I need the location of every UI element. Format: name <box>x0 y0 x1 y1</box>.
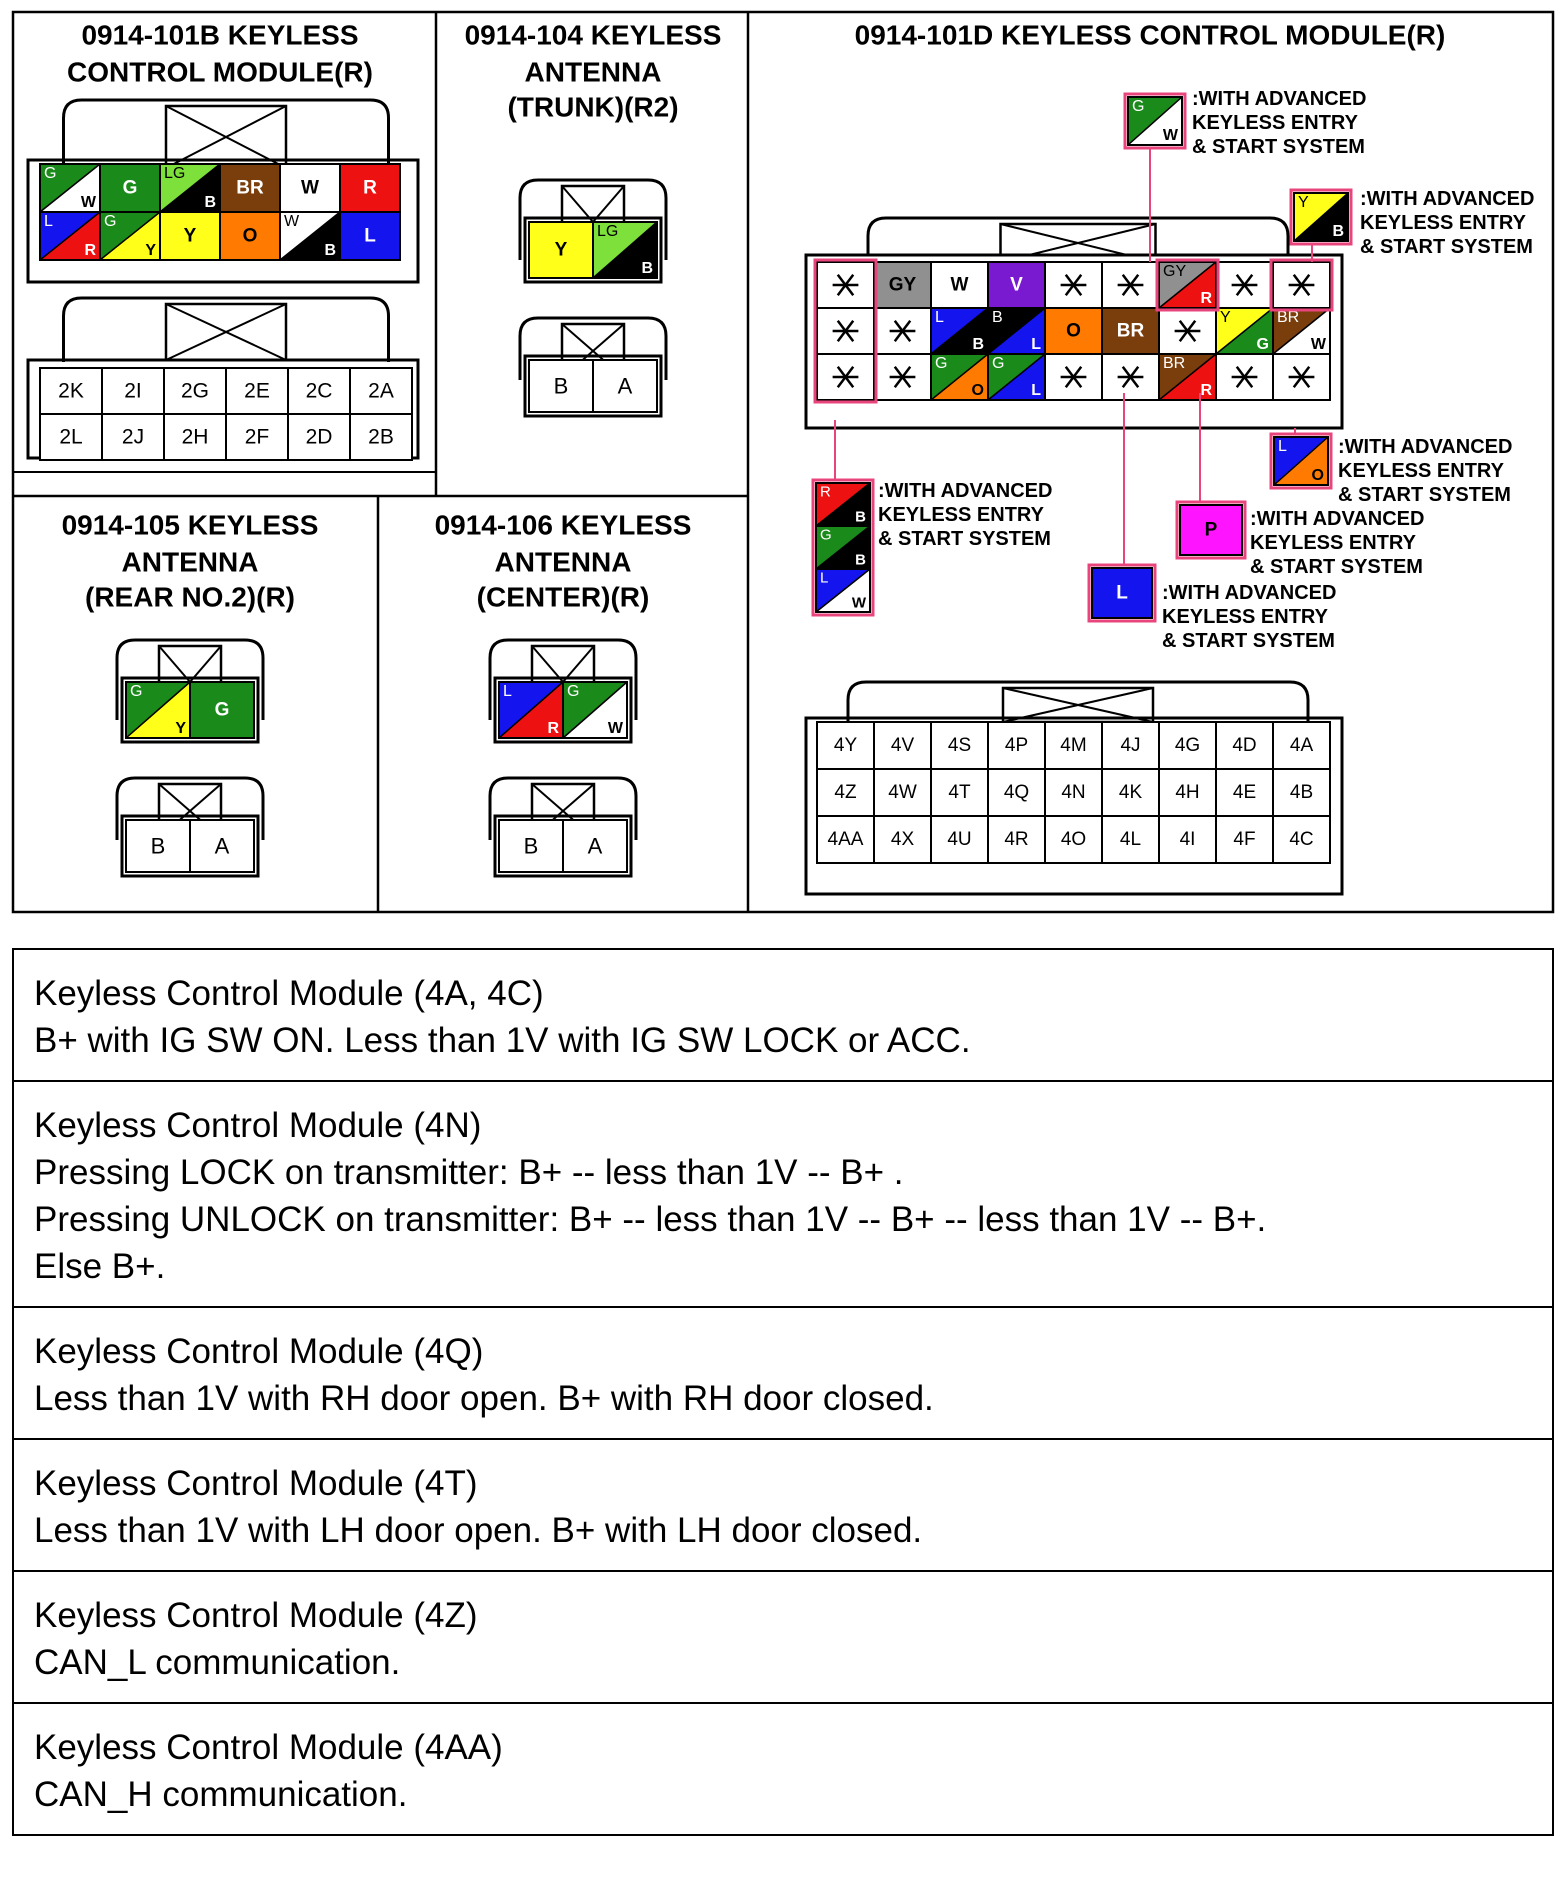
wire-code-label: G <box>820 526 832 544</box>
pin-label: 2E <box>244 379 270 403</box>
pin-label: 4Y <box>833 735 858 756</box>
callout-note: KEYLESS ENTRY <box>1162 606 1328 628</box>
pin-label: 4T <box>948 782 971 803</box>
wire-code-label: R <box>547 719 559 737</box>
note-heading: Keyless Control Module (4Q) <box>34 1332 484 1371</box>
pin-label: 4B <box>1289 782 1314 803</box>
connector-title: 0914-105 KEYLESS <box>61 509 319 541</box>
callout-note: :WITH ADVANCED <box>1360 188 1535 210</box>
wire-code-label: B <box>855 508 866 526</box>
pin-label: 4S <box>947 735 972 756</box>
pin-label: 4H <box>1175 782 1200 803</box>
pin-label: 4K <box>1118 782 1143 803</box>
wire-code-label: L <box>44 213 53 231</box>
wire-code-label: LG <box>164 165 186 183</box>
wire-code-label: BR <box>1277 309 1300 327</box>
note-row <box>14 1704 1552 1834</box>
pin-label: A <box>214 833 230 859</box>
connector-title: CONTROL MODULE(R) <box>67 56 373 88</box>
wire-code-label: Y <box>554 239 568 261</box>
pin-label: B <box>523 833 539 859</box>
pin-label: A <box>587 833 603 859</box>
connector-title: 0914-106 KEYLESS <box>434 509 692 541</box>
wire-code-label: Y <box>1220 309 1231 327</box>
pin-label: 4D <box>1232 735 1257 756</box>
wire-code-label: GY <box>1163 263 1187 281</box>
callout-note: :WITH ADVANCED <box>1250 508 1425 530</box>
wire-code-label: GY <box>888 274 917 296</box>
wire-code-label: G <box>44 165 57 183</box>
pin-label: 4N <box>1061 782 1086 803</box>
callout-note: & START SYSTEM <box>1162 630 1335 652</box>
wire-code-label: O <box>971 381 984 399</box>
pin-label: 2H <box>181 425 209 449</box>
note-row <box>14 1082 1552 1308</box>
pin-label: 4M <box>1060 735 1087 756</box>
wire-code-label: W <box>80 193 96 211</box>
callout-note: KEYLESS ENTRY <box>1192 112 1358 134</box>
wire-code-label: O <box>1066 320 1081 342</box>
pin-label: 4X <box>890 829 915 850</box>
wire-code-label: W <box>607 719 623 737</box>
note-row <box>14 1440 1552 1572</box>
callout-note: & START SYSTEM <box>1192 136 1365 158</box>
note-line: B+ with IG SW ON. Less than 1V with IG SW LOCK or ACC. <box>34 1021 971 1060</box>
wire-code-label: Y <box>1298 194 1309 212</box>
wire-code-label: G <box>935 355 948 373</box>
pin-label: 2G <box>180 379 210 403</box>
note-row <box>14 1308 1552 1440</box>
callout-note: :WITH ADVANCED <box>1338 436 1513 458</box>
wire-code-label: B <box>204 193 216 211</box>
wire-code-label: R <box>84 241 96 259</box>
voltage-notes-table <box>12 948 1554 1836</box>
callout-note: :WITH ADVANCED <box>1192 88 1367 110</box>
wire-code-label: W <box>851 594 866 612</box>
pin-label: 4F <box>1233 829 1256 850</box>
connector-title: (TRUNK)(R2) <box>507 91 679 123</box>
wire-code-label: BR <box>236 177 264 199</box>
callout-note: KEYLESS ENTRY <box>1360 212 1526 234</box>
wire-code-label: R <box>363 177 377 199</box>
pin-label: 4E <box>1232 782 1257 803</box>
note-heading: Keyless Control Module (4T) <box>34 1464 478 1503</box>
note-line: Pressing LOCK on transmitter: B+ -- less than 1V -- B+ . <box>34 1153 904 1192</box>
wire-code-label: G <box>130 683 143 701</box>
pin-label: 2L <box>59 425 83 449</box>
pin-label: 2A <box>368 379 394 403</box>
wire-code-label: B <box>992 309 1003 327</box>
connector-diagram <box>0 0 1566 940</box>
wire-code-label: L <box>820 569 829 587</box>
pin-label: 4R <box>1004 829 1029 850</box>
wire-code-label: W <box>284 213 300 231</box>
wire-code-label: G <box>567 683 580 701</box>
pin-label: 4O <box>1060 829 1087 850</box>
connector-title: ANTENNA <box>121 546 259 578</box>
pin-label: 2F <box>244 425 270 449</box>
wire-code-label: W <box>301 177 319 199</box>
wire-code-label: G <box>214 699 230 721</box>
wire-code-label: W <box>950 274 969 296</box>
callout-note: & START SYSTEM <box>878 528 1051 550</box>
pin-label: 4G <box>1174 735 1201 756</box>
pin-label: 4A <box>1289 735 1314 756</box>
wire-code-label: B <box>324 241 336 259</box>
pin-label: A <box>617 373 633 399</box>
wire-code-label: L <box>1116 582 1128 604</box>
wire-code-label: L <box>503 683 512 701</box>
note-line: CAN_L communication. <box>34 1643 401 1682</box>
wire-code-label: L <box>935 309 944 327</box>
note-row <box>14 950 1552 1082</box>
wire-code-label: G <box>1132 98 1145 116</box>
note-line: Less than 1V with LH door open. B+ with LH door closed. <box>34 1511 923 1550</box>
connector-title: (REAR NO.2)(R) <box>85 581 295 613</box>
wire-code-label: G <box>104 213 117 231</box>
note-heading: Keyless Control Module (4AA) <box>34 1728 503 1767</box>
wire-code-label: B <box>855 551 866 569</box>
pin-label: 2B <box>368 425 394 449</box>
note-line: Less than 1V with RH door open. B+ with RH door closed. <box>34 1379 934 1418</box>
wire-code-label: G <box>992 355 1005 373</box>
wire-code-label: R <box>1200 289 1212 307</box>
pin-label: 4AA <box>827 829 864 850</box>
pin-label: 2I <box>124 379 142 403</box>
wire-code-label: P <box>1204 519 1218 541</box>
wire-code-label: W <box>1310 335 1326 353</box>
callout-note: :WITH ADVANCED <box>1162 582 1337 604</box>
pin-label: 4L <box>1119 829 1142 850</box>
callout-note: & START SYSTEM <box>1250 556 1423 578</box>
wire-code-label: Y <box>145 241 156 259</box>
note-line: CAN_H communication. <box>34 1775 408 1814</box>
wire-code-label: O <box>242 225 258 247</box>
pin-label: B <box>150 833 166 859</box>
pin-label: 4I <box>1179 829 1196 850</box>
pin-label: 4Z <box>834 782 857 803</box>
wire-code-label: R <box>820 483 831 501</box>
pin-label: 2C <box>305 379 333 403</box>
pin-label: 4V <box>890 735 915 756</box>
pin-label: 2D <box>305 425 333 449</box>
connector-title: 0914-101D KEYLESS CONTROL MODULE(R) <box>854 19 1446 51</box>
note-heading: Keyless Control Module (4A, 4C) <box>34 974 544 1013</box>
wire-code-label: LG <box>597 223 619 241</box>
connector-title: (CENTER)(R) <box>476 581 650 613</box>
connector-title: ANTENNA <box>494 546 632 578</box>
pin-label: 4W <box>888 782 917 803</box>
callout-note: & START SYSTEM <box>1338 484 1511 506</box>
wire-code-label: L <box>1031 335 1041 353</box>
pin-label: 4C <box>1289 829 1314 850</box>
wire-code-label: Y <box>183 225 197 247</box>
pin-label: 2J <box>121 425 145 449</box>
note-row <box>14 1572 1552 1704</box>
pin-label: B <box>553 373 569 399</box>
note-line: Else B+. <box>34 1247 166 1286</box>
connector-title: 0914-104 KEYLESS <box>464 19 722 51</box>
wire-code-label: Y <box>175 719 186 737</box>
wire-code-label: B <box>641 259 653 277</box>
wire-code-label: L <box>1278 438 1287 456</box>
wire-code-label: L <box>1031 381 1041 399</box>
wire-code-label: B <box>972 335 984 353</box>
wire-code-label: BR <box>1163 355 1186 373</box>
wire-code-label: O <box>1311 466 1324 484</box>
callout-note: :WITH ADVANCED <box>878 480 1053 502</box>
callout-note: KEYLESS ENTRY <box>878 504 1044 526</box>
wire-code-label: V <box>1010 274 1023 296</box>
callout-note: & START SYSTEM <box>1360 236 1533 258</box>
wire-code-label: G <box>1256 335 1269 353</box>
pin-label: 2K <box>58 379 84 403</box>
pin-label: 4Q <box>1003 782 1030 803</box>
wire-code-label: W <box>1162 126 1178 144</box>
callout-note: KEYLESS ENTRY <box>1338 460 1504 482</box>
note-heading: Keyless Control Module (4N) <box>34 1106 482 1145</box>
pin-label: 4J <box>1120 735 1141 756</box>
connector-title: 0914-101B KEYLESS <box>81 19 359 51</box>
note-line: Pressing UNLOCK on transmitter: B+ -- less than 1V -- B+ -- less than 1V -- B+. <box>34 1200 1267 1239</box>
wire-code-label: L <box>364 225 376 247</box>
wire-code-label: B <box>1332 222 1344 240</box>
wire-code-label: G <box>122 177 138 199</box>
wire-code-label: R <box>1200 381 1212 399</box>
connector-title: ANTENNA <box>524 56 662 88</box>
note-heading: Keyless Control Module (4Z) <box>34 1596 478 1635</box>
pin-label: 4P <box>1004 735 1029 756</box>
callout-note: KEYLESS ENTRY <box>1250 532 1416 554</box>
pin-label: 4U <box>947 829 972 850</box>
wire-code-label: BR <box>1116 320 1145 342</box>
